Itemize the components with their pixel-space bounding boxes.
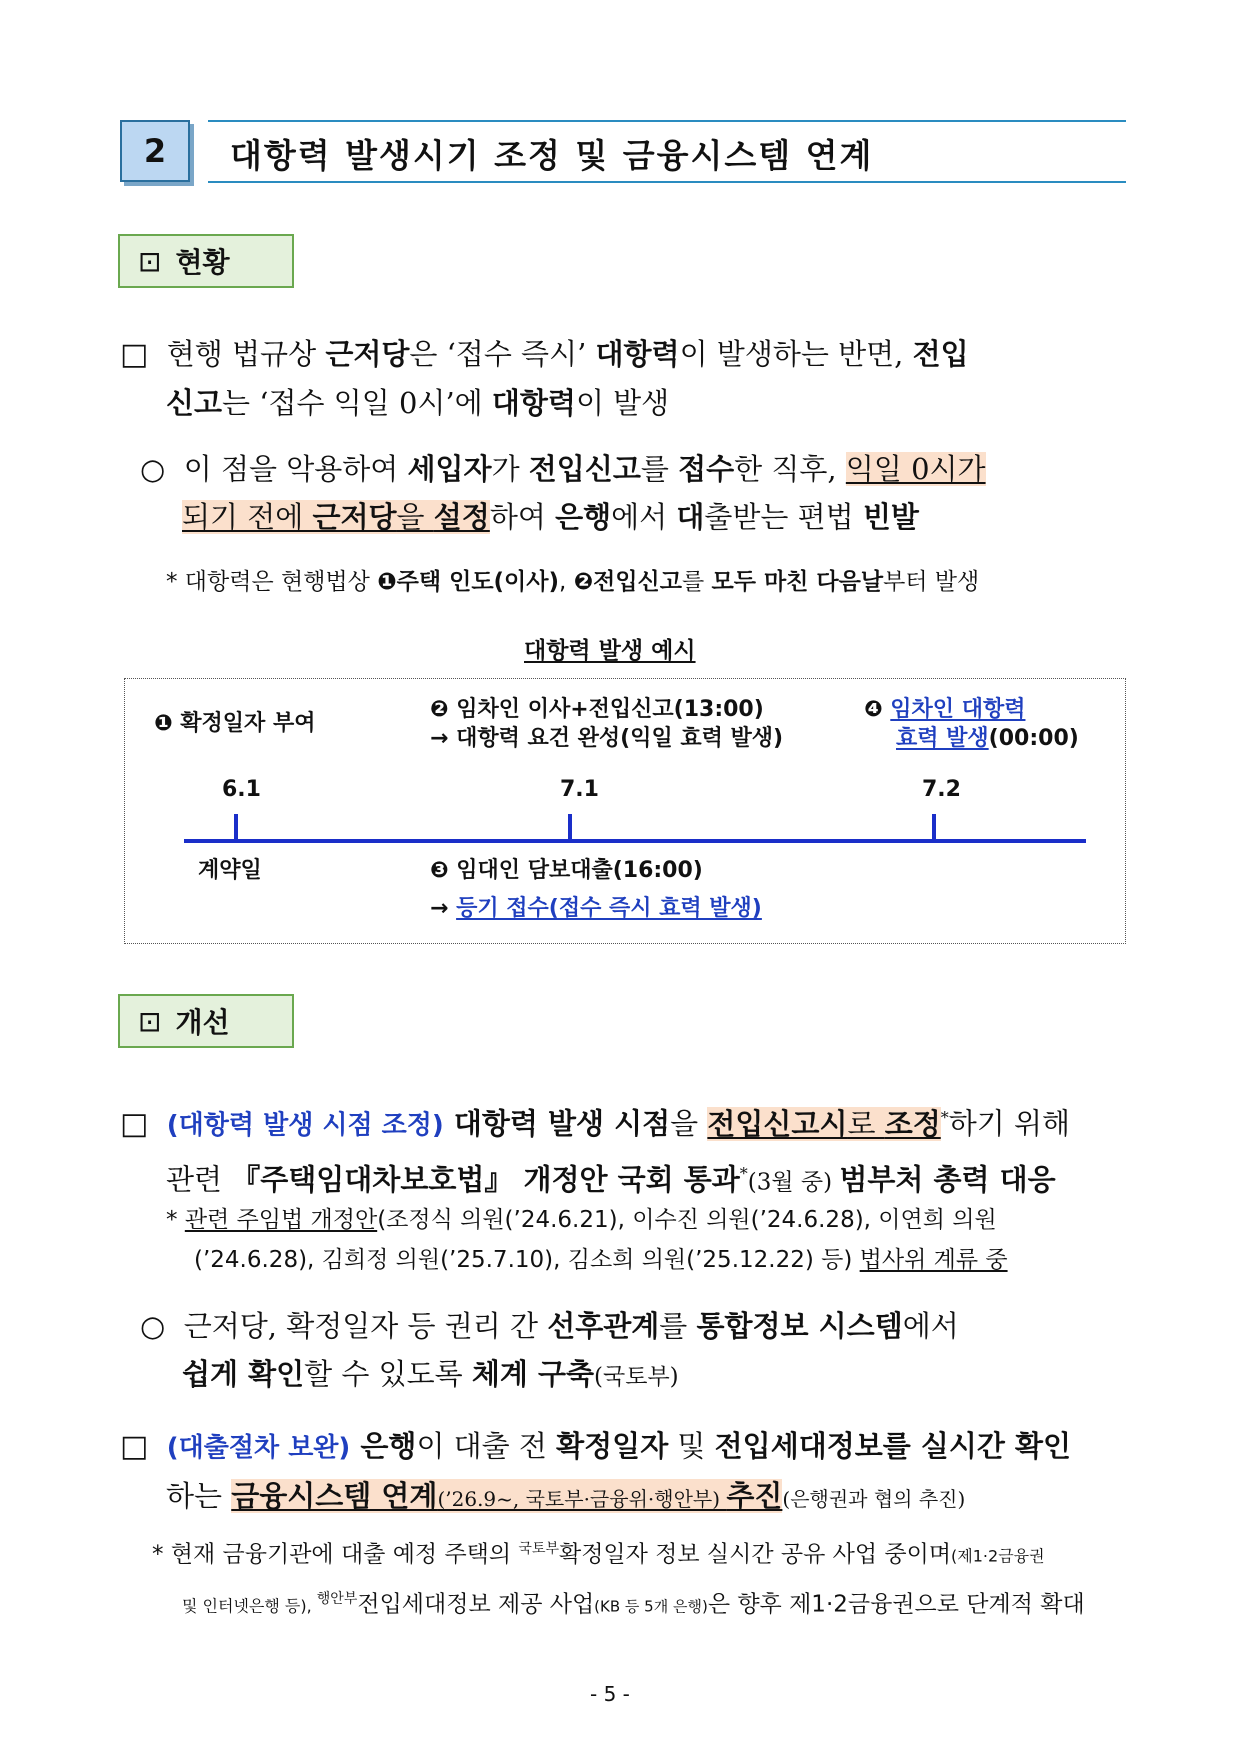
square-bullet-icon: □ bbox=[120, 337, 149, 372]
text: 를 bbox=[659, 1309, 697, 1343]
text: 는 ‘접수 익일 0시’에 bbox=[222, 386, 492, 420]
text-small: (KB 등 5개 은행) bbox=[594, 1597, 708, 1616]
text: 은 향후 제1·2금융권으로 단계적 확대 bbox=[707, 1591, 1085, 1618]
text: 을 bbox=[396, 500, 434, 534]
event-3-line-2: 등기 접수(접수 즉시 효력 발생) bbox=[456, 896, 762, 921]
square-bullet-icon: □ bbox=[120, 1106, 149, 1142]
text-bold: 금융시스템 연계 bbox=[231, 1479, 438, 1513]
square-bullet-icon: □ bbox=[120, 1429, 149, 1464]
current-para-2 bbox=[140, 445, 1130, 541]
text: 이 점을 악용하여 bbox=[183, 452, 408, 486]
text-superscript: 행안부 bbox=[316, 1590, 358, 1607]
text: 근저당, 확정일자 등 권리 간 bbox=[183, 1309, 548, 1343]
text: 이 발생 bbox=[575, 386, 670, 420]
event-4 bbox=[864, 695, 1079, 753]
text: 이 대출 전 bbox=[416, 1429, 557, 1463]
timeline-line bbox=[184, 839, 1086, 843]
section-number-box bbox=[120, 120, 190, 182]
text-bold: 전입신고시 bbox=[707, 1106, 848, 1141]
text-bold: 확정일자 bbox=[556, 1429, 669, 1463]
text: 을 bbox=[670, 1106, 708, 1141]
text: 하는 bbox=[166, 1479, 232, 1513]
section-bottom-line bbox=[208, 181, 1126, 183]
subheading-improve-label: 개선 bbox=[175, 1006, 230, 1039]
improve-para-3 bbox=[120, 1422, 1130, 1523]
event-2-line-2: → 대항력 요건 완성(익일 효력 발생) bbox=[430, 726, 784, 751]
text-bold: 대 bbox=[676, 500, 705, 534]
text-bold: 모두 마친 다음날 bbox=[711, 569, 884, 595]
tick-7-2 bbox=[932, 814, 936, 840]
event-2-line-1: ❷ 임차인 이사+전입신고(13:00) bbox=[430, 697, 764, 722]
event-4-line-1: 임차인 대항력 bbox=[890, 697, 1026, 722]
text-small: 및 인터넷은행 등), bbox=[182, 1596, 317, 1616]
text-highlight: 되기 전에 bbox=[182, 500, 313, 534]
text: 이 발생하는 반면, bbox=[679, 337, 913, 371]
tick-6-1 bbox=[234, 814, 238, 840]
event-3-arrow: → bbox=[430, 896, 457, 921]
circle-bullet-icon: ○ bbox=[140, 1309, 166, 1343]
improve-note-1 bbox=[166, 1200, 1126, 1280]
text-bold: 근저당 bbox=[312, 500, 397, 534]
text-bold: 통합정보 시스템 bbox=[696, 1309, 903, 1343]
date-6-1: 6.1 bbox=[222, 777, 261, 802]
text: 전입세대정보 제공 사업 bbox=[357, 1591, 595, 1618]
text-bold: 전입세대정보를 실시간 확인 bbox=[714, 1429, 1072, 1463]
improve-para-1 bbox=[120, 1094, 1130, 1206]
text: 현행 법규상 bbox=[166, 337, 326, 371]
text: 를 bbox=[640, 452, 679, 486]
event-3 bbox=[430, 856, 762, 923]
text-bold: 대항력 발생 시점 bbox=[443, 1106, 671, 1141]
event-4-line-2: 효력 발생 bbox=[896, 726, 989, 751]
current-para-1 bbox=[120, 330, 1130, 427]
text: , bbox=[559, 569, 574, 595]
section-number: 2 bbox=[143, 132, 167, 170]
text-bold: 설정 bbox=[433, 500, 490, 534]
text: 로 bbox=[847, 1106, 885, 1141]
text-bold: 체계 구축 bbox=[471, 1357, 595, 1391]
footnote-mark: * bbox=[940, 1108, 949, 1127]
subheading-improve bbox=[118, 994, 294, 1048]
text: * 현재 금융기관에 대출 예정 주택의 bbox=[152, 1541, 519, 1568]
text-highlight: 익일 0시가 bbox=[845, 452, 986, 486]
circle-bullet-icon: ○ bbox=[140, 452, 166, 486]
improve-note-2 bbox=[152, 1528, 1132, 1627]
text-bold: 전입 bbox=[912, 337, 969, 371]
text-bold: 대항력 bbox=[595, 337, 680, 371]
text: (’26.9~, 국토부·금융위·행안부) bbox=[437, 1487, 727, 1511]
text: (은행권과 협의 추진) bbox=[782, 1487, 966, 1511]
text-bold: 접수 bbox=[678, 452, 735, 486]
text: 확정일자 정보 실시간 공유 사업 중이며 bbox=[559, 1541, 952, 1568]
text-small: (제1·2금융권 bbox=[951, 1546, 1045, 1566]
text-bold: ❷전입신고 bbox=[573, 569, 682, 595]
diagram-title: 대항력 발생 예시 bbox=[524, 638, 696, 664]
text: (3월 중) bbox=[747, 1169, 840, 1196]
text: 에서 bbox=[902, 1309, 959, 1343]
text-bold: 선후관계 bbox=[547, 1309, 660, 1343]
text: 가 bbox=[491, 452, 529, 486]
text-bold: 근저당 bbox=[325, 337, 410, 371]
text-bold: 세입자 bbox=[407, 452, 492, 486]
section-top-line bbox=[208, 120, 1126, 122]
text-bold: 빈발 bbox=[862, 500, 919, 534]
text-underline: 관련 주임법 개정안 bbox=[184, 1207, 378, 1233]
subheading-box-1: ⊡ bbox=[138, 244, 162, 278]
event-2 bbox=[430, 695, 783, 753]
text: 하기 위해 bbox=[948, 1106, 1071, 1141]
event-4-time: (00:00) bbox=[988, 726, 1079, 751]
text-underline: 법사위 계류 중 bbox=[859, 1247, 1008, 1273]
subheading-current-label: 현황 bbox=[175, 246, 230, 279]
text: 부터 발생 bbox=[883, 569, 980, 595]
text: * 대항력은 현행법상 bbox=[166, 569, 378, 595]
current-note bbox=[166, 564, 979, 600]
text: 에서 bbox=[611, 500, 677, 534]
event-1: ❶ 확정일자 부여 bbox=[154, 711, 316, 736]
contract-day: 계약일 bbox=[198, 858, 262, 883]
text: 한 직후, bbox=[734, 452, 846, 486]
text-bold: 쉽게 확인 bbox=[182, 1357, 305, 1391]
text-bold: 조정 bbox=[884, 1106, 941, 1141]
subheading-box-2: ⊡ bbox=[138, 1004, 162, 1038]
page-number: - 5 - bbox=[590, 1682, 630, 1706]
footnote-mark: * bbox=[739, 1163, 748, 1183]
text: 할 수 있도록 bbox=[304, 1357, 472, 1391]
text-blue-bold: (대항력 발생 시점 조정) bbox=[166, 1110, 444, 1141]
text: 출받는 편법 bbox=[704, 500, 863, 534]
text-bold: 범부처 총력 대응 bbox=[839, 1162, 1056, 1197]
text: 하여 bbox=[489, 500, 556, 534]
text: * bbox=[166, 1207, 185, 1233]
text-bold: 추진 bbox=[726, 1479, 783, 1513]
text-bold: 전입신고 bbox=[528, 452, 641, 486]
text-bold: 은행 bbox=[555, 500, 612, 534]
improve-para-2 bbox=[140, 1302, 1130, 1401]
date-7-2: 7.2 bbox=[922, 777, 961, 802]
event-3-line-1: ❸ 임대인 담보대출(16:00) bbox=[430, 858, 703, 883]
text: (’24.6.28), 김희정 의원(’25.7.10), 김소희 의원(’25.12.22) 등) bbox=[194, 1247, 860, 1273]
text: (조정식 의원(’24.6.21), 이수진 의원(’24.6.28), 이연희 의원 bbox=[377, 1207, 997, 1233]
text-bold: ❶주택 인도(이사) bbox=[377, 569, 559, 595]
text: 은 ‘접수 즉시’ bbox=[409, 337, 596, 371]
text-bold: 대항력 bbox=[491, 386, 576, 420]
subheading-current bbox=[118, 234, 294, 288]
text: 및 bbox=[668, 1429, 715, 1463]
date-7-1: 7.1 bbox=[560, 777, 599, 802]
text: (국토부) bbox=[594, 1364, 679, 1390]
section-title: 대항력 발생시기 조정 및 금융시스템 연계 bbox=[230, 136, 874, 175]
text-bold: 『주택임대차보호법』 개정안 국회 통과 bbox=[231, 1162, 740, 1197]
tick-7-1 bbox=[568, 814, 572, 840]
text-bold: 은행 bbox=[350, 1429, 417, 1463]
text: 를 bbox=[681, 569, 712, 595]
text-superscript: 국토부 bbox=[518, 1541, 559, 1557]
text: 관련 bbox=[166, 1162, 232, 1197]
text-bold: 신고 bbox=[166, 386, 223, 420]
text-blue-bold: (대출절차 보완) bbox=[166, 1433, 351, 1463]
event-4-number: ❹ bbox=[864, 697, 891, 722]
